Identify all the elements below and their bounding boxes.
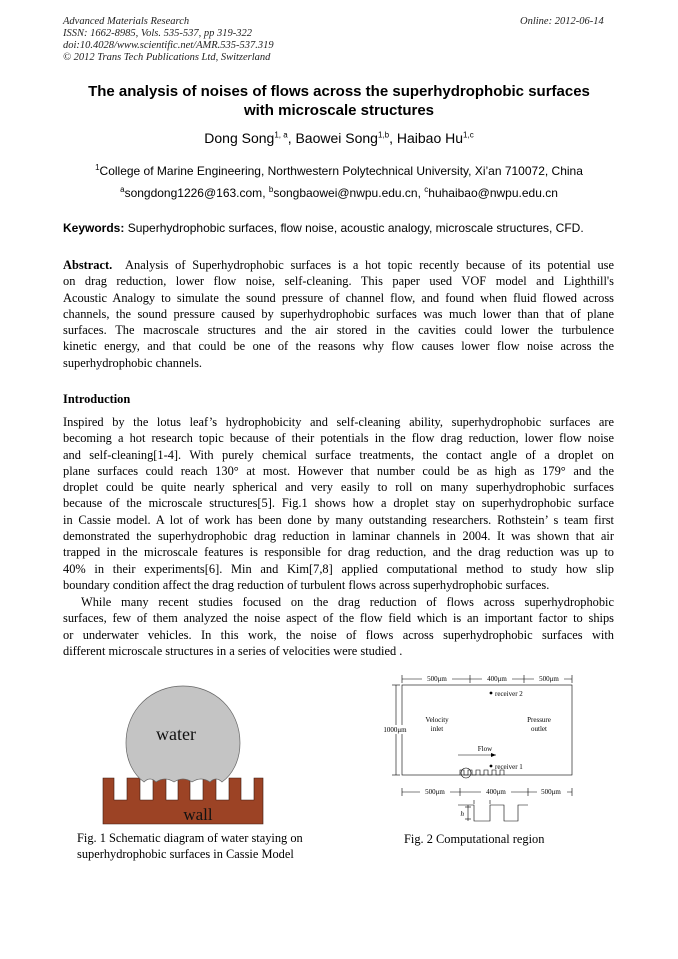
affiliation-sup: 1 [95,163,100,172]
abstract-line: on drag reduction, lower flow noise, self-cleaning. This paper used VOF model and Lighthill's [63,274,614,289]
abstract-line: kinetic energy, and that could be one of the reasons why flow causes lower flow noise across the [63,339,614,354]
email-list: $^a$songdong1226@163.com, $^b$songbaowei@nwpu.edu.cn, $^c$huhaibao@nwpu.edu.cn [120,185,558,200]
affiliation-text: College of Marine Engineering, Northwestern Polytechnical University, Xi’an 710072, China [99,164,583,178]
dim-top-mid: 400μm [487,675,507,683]
intro-line: plane surfaces could reach 130° at most. However that number could be as high as 179° and the [63,463,614,478]
section-heading: Introduction [63,392,131,406]
abstract-line: superhydrophobic channels. [63,355,203,370]
abstract-label: Abstract. [63,258,113,272]
abstract-line: Acoustic Analogy to simulate the sound pressure of channel flow, and found when fluid flowed across [63,290,614,305]
inlet-label-1: Velocity [425,716,449,724]
outlet-label-2: outlet [531,725,547,733]
running-header [63,16,274,64]
intro-paragraph-1 [63,414,614,593]
copyright-line: © 2012 Trans Tech Publications Ltd, Switzerland [63,52,271,63]
receiver-2-dot [490,692,493,695]
intro-line: trapped in the microscale features is responsible for drag reduction, and the drag reduction was up to [63,545,614,560]
dim-top-left: 500μm [427,675,447,683]
keywords-text: Superhydrophobic surfaces, flow noise, acoustic analogy, microscale structures, CFD. [127,221,584,235]
caption-line: superhydrophobic surfaces in Cassie Model [77,847,294,861]
title-line-2: with microscale structures [243,102,435,119]
inlet-label-2: inlet [430,725,444,733]
dim-bot-right: 500μm [541,788,561,796]
figure-1-diagram [98,683,268,825]
paper-title [50,82,628,120]
figure-2-caption: Fig. 2 Computational region [404,832,545,846]
intro-line: different microscale structures in a series of velocities were studied . [63,643,403,658]
dim-bot-left: 500μm [425,788,445,796]
intro-line: 40% in their experiments[6]. Min and Kim[7,8] applied computational method to study how slip [63,561,614,576]
affiliation [0,164,678,178]
abstract-line: surfaces. The macroscale structures and the air stored in the cavities could lower the turbulence [63,323,614,338]
abstract-line: channels, the sound pressure caused by superhydrophobic surfaces was much lower than that of plane [63,306,614,321]
intro-line: in Cassie model. A lot of work has been done by many outstanding researchers. Rothstein’ s team first [63,512,614,527]
receiver-1-dot [490,765,493,768]
intro-paragraph-2 [63,594,614,659]
dim-height: 1000μm [383,726,407,734]
issn-line: ISSN: 1662-8985, Vols. 535-537, pp 319-322 [63,28,252,39]
journal-name: Advanced Materials Research [63,16,190,27]
author-name: Baowei Song [295,130,378,146]
outlet-label-1: Pressure [527,716,551,724]
author-name: Dong Song [204,130,275,146]
flow-label: Flow [477,745,493,753]
abstract [63,257,614,371]
caption-line: Fig. 1 Schematic diagram of water staying on [77,831,303,845]
dim-top-right: 500μm [539,675,559,683]
intro-line: droplet could be quite nearly spherical and very easily to roll on many superhydrophobic surfaces [63,480,614,495]
email-sup: b [268,185,274,194]
wall-label: wall [183,805,213,824]
online-date: Online: 2012-06-14 [520,16,604,27]
figure-2-diagram [378,672,583,832]
doi-line: doi:10.4028/www.scientific.net/AMR.535-537.319 [63,40,274,51]
receiver-2-label: receiver 2 [495,690,523,698]
figure-1-caption [77,830,347,862]
abstract-line: Analysis of Superhydrophobic surfaces is a hot topic recently because of its potential use [125,258,614,272]
intro-line: or underwater vehicles. In this work, the noise of flows across superhydrophobic surfaces with [63,627,614,642]
receiver-1-label: receiver 1 [495,763,523,771]
intro-line: demonstrated the superhydrophobic drag reduction in laminar channels in 2004. It was shown that air [63,529,614,544]
author-list: Dong Song$^{1, a}$, Baowei Song$^{1,b}$, Haibao Hu$^{1,c}$ [204,130,474,146]
email-link[interactable]: songbaowei@nwpu.edu.cn [273,186,418,200]
author-sup: 1,c [463,130,474,140]
intro-line: surfaces, few of them analyzed the noise aspect of the flow field which is an important factor to ships [63,611,614,626]
intro-line: Inspired by the lotus leaf’s hydrophobicity and self-cleaning ability, superhydrophobic surfaces are [63,415,614,429]
keywords-label: Keywords: [63,221,125,235]
intro-line: because of the microscale structures[5]. Fig.1 shows how a droplet stay on superhydrophobic surface [63,496,614,511]
email-sup: a [120,185,125,194]
intro-line: boundary condition affect the drag reduction of turbulent flows across superhydrophobic surfaces. [63,577,550,592]
depth-label: h [460,810,464,818]
author-name: Haibao Hu [396,130,464,146]
intro-line: While many recent studies focused on the drag reduction of flows across superhydrophobic [81,595,614,609]
email-link[interactable]: huhaibao@nwpu.edu.cn [428,186,558,200]
email-link[interactable]: songdong1226@163.com [124,186,263,200]
author-sup: 1,b [377,130,390,140]
detail-marker [461,768,471,778]
flow-arrowhead [491,753,496,757]
water-label: water [156,724,196,744]
intro-line: and self-cleaning[1-4]. With purely chemical surface treatments, the contact angle of a droplet on [63,447,614,462]
intro-line: becoming a hot research topic because of their potentials in the flow drag reduction, lower flow noise [63,431,614,446]
groove-detail [458,805,528,821]
title-line-1: The analysis of noises of flows across the superhydrophobic surfaces [88,83,590,100]
author-sup: 1, a [274,130,288,140]
keywords [63,221,623,235]
email-sup: c [424,185,429,194]
dim-bot-mid: 400μm [486,788,506,796]
